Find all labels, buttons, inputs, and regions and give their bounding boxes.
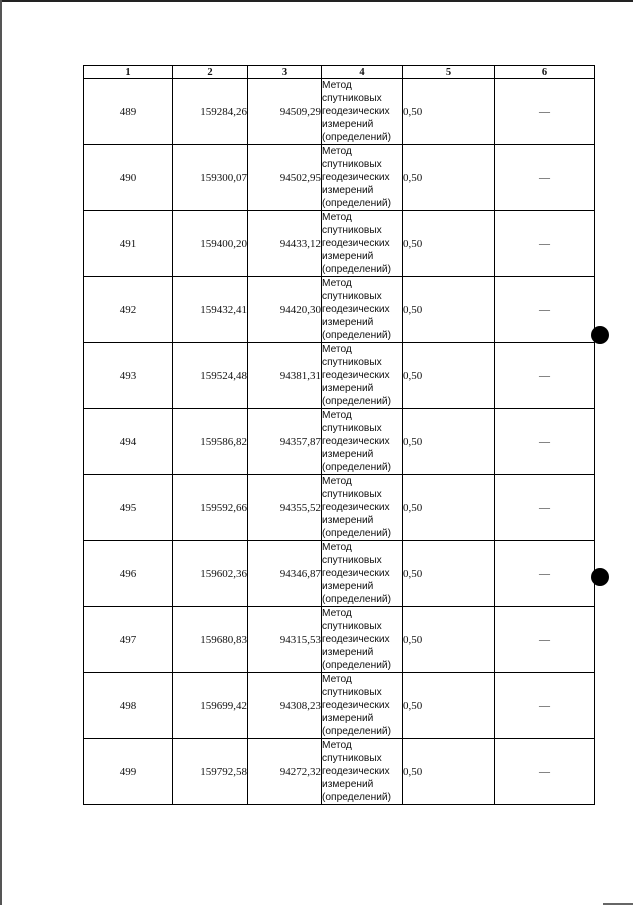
- method-line: Метод: [322, 608, 352, 619]
- accuracy-cell: 0,50: [403, 739, 495, 805]
- scan-edge-top: [0, 0, 633, 2]
- method-line: Метод: [322, 80, 352, 91]
- y-coordinate-cell: 94433,12: [248, 211, 322, 277]
- method-line: спутниковых: [322, 357, 382, 368]
- table-row: [84, 145, 595, 211]
- x-coordinate-cell: 159400,20: [173, 211, 248, 277]
- note-cell: —: [495, 607, 595, 673]
- method-line: измерений: [322, 449, 374, 460]
- accuracy-cell: 0,50: [403, 475, 495, 541]
- note-cell: —: [495, 277, 595, 343]
- method-line: спутниковых: [322, 489, 382, 500]
- point-number-cell: 493: [84, 343, 173, 409]
- y-coordinate-cell: 94420,30: [248, 277, 322, 343]
- x-coordinate-cell: 159524,48: [173, 343, 248, 409]
- method-cell: [322, 673, 403, 739]
- note-cell: —: [495, 739, 595, 805]
- accuracy-cell: 0,50: [403, 343, 495, 409]
- method-line: спутниковых: [322, 225, 382, 236]
- method-line: Метод: [322, 146, 352, 157]
- table-row: [84, 211, 595, 277]
- note-cell: —: [495, 475, 595, 541]
- method-line: геодезических: [322, 238, 390, 249]
- method-line: (определений): [322, 396, 391, 407]
- accuracy-cell: 0,50: [403, 145, 495, 211]
- method-line: Метод: [322, 476, 352, 487]
- table-row: [84, 739, 595, 805]
- method-line: геодезических: [322, 436, 390, 447]
- x-coordinate-cell: 159699,42: [173, 673, 248, 739]
- method-line: спутниковых: [322, 555, 382, 566]
- x-coordinate-cell: 159680,83: [173, 607, 248, 673]
- x-coordinate-cell: 159586,82: [173, 409, 248, 475]
- y-coordinate-cell: 94315,53: [248, 607, 322, 673]
- note-cell: —: [495, 211, 595, 277]
- method-line: (определений): [322, 198, 391, 209]
- column-header: 4: [322, 66, 403, 79]
- y-coordinate-cell: 94502,95: [248, 145, 322, 211]
- y-coordinate-cell: 94357,87: [248, 409, 322, 475]
- accuracy-cell: 0,50: [403, 409, 495, 475]
- method-line: измерений: [322, 251, 374, 262]
- accuracy-cell: 0,50: [403, 211, 495, 277]
- table-row: [84, 79, 595, 145]
- method-line: измерений: [322, 581, 374, 592]
- point-number-cell: 489: [84, 79, 173, 145]
- table-body: [84, 79, 595, 805]
- method-line: (определений): [322, 792, 391, 803]
- y-coordinate-cell: 94381,31: [248, 343, 322, 409]
- method-line: спутниковых: [322, 159, 382, 170]
- method-line: геодезических: [322, 568, 390, 579]
- column-header: 1: [84, 66, 173, 79]
- method-line: спутниковых: [322, 621, 382, 632]
- table-row: [84, 475, 595, 541]
- method-line: (определений): [322, 132, 391, 143]
- table-row: [84, 343, 595, 409]
- method-line: геодезических: [322, 304, 390, 315]
- coordinates-table: [83, 65, 595, 805]
- method-line: Метод: [322, 674, 352, 685]
- method-cell: [322, 739, 403, 805]
- method-line: (определений): [322, 462, 391, 473]
- x-coordinate-cell: 159300,07: [173, 145, 248, 211]
- method-cell: [322, 211, 403, 277]
- method-line: Метод: [322, 212, 352, 223]
- note-cell: —: [495, 541, 595, 607]
- point-number-cell: 497: [84, 607, 173, 673]
- accuracy-cell: 0,50: [403, 541, 495, 607]
- method-line: Метод: [322, 740, 352, 751]
- method-cell: [322, 541, 403, 607]
- method-line: Метод: [322, 278, 352, 289]
- column-header: 5: [403, 66, 495, 79]
- accuracy-cell: 0,50: [403, 673, 495, 739]
- note-cell: —: [495, 343, 595, 409]
- header-row: [84, 66, 595, 79]
- point-number-cell: 498: [84, 673, 173, 739]
- table-row: [84, 277, 595, 343]
- method-line: спутниковых: [322, 291, 382, 302]
- method-line: геодезических: [322, 106, 390, 117]
- method-line: измерений: [322, 713, 374, 724]
- accuracy-cell: 0,50: [403, 607, 495, 673]
- point-number-cell: 495: [84, 475, 173, 541]
- method-cell: [322, 409, 403, 475]
- method-cell: [322, 343, 403, 409]
- y-coordinate-cell: 94272,32: [248, 739, 322, 805]
- method-line: измерений: [322, 317, 374, 328]
- note-cell: —: [495, 409, 595, 475]
- method-line: спутниковых: [322, 753, 382, 764]
- x-coordinate-cell: 159592,66: [173, 475, 248, 541]
- method-line: измерений: [322, 779, 374, 790]
- scan-edge-left: [0, 0, 2, 905]
- method-cell: [322, 607, 403, 673]
- table-row: [84, 409, 595, 475]
- method-line: (определений): [322, 528, 391, 539]
- method-line: геодезических: [322, 502, 390, 513]
- method-line: Метод: [322, 410, 352, 421]
- method-line: геодезических: [322, 700, 390, 711]
- table-row: [84, 541, 595, 607]
- method-line: (определений): [322, 264, 391, 275]
- column-header: 6: [495, 66, 595, 79]
- method-line: геодезических: [322, 172, 390, 183]
- accuracy-cell: 0,50: [403, 277, 495, 343]
- method-line: измерений: [322, 185, 374, 196]
- accuracy-cell: 0,50: [403, 79, 495, 145]
- method-line: (определений): [322, 660, 391, 671]
- method-line: геодезических: [322, 634, 390, 645]
- note-cell: —: [495, 673, 595, 739]
- method-line: измерений: [322, 515, 374, 526]
- method-line: измерений: [322, 119, 374, 130]
- y-coordinate-cell: 94308,23: [248, 673, 322, 739]
- x-coordinate-cell: 159432,41: [173, 277, 248, 343]
- point-number-cell: 499: [84, 739, 173, 805]
- method-line: Метод: [322, 542, 352, 553]
- table-row: [84, 607, 595, 673]
- x-coordinate-cell: 159602,36: [173, 541, 248, 607]
- point-number-cell: 494: [84, 409, 173, 475]
- note-cell: —: [495, 79, 595, 145]
- method-line: измерений: [322, 647, 374, 658]
- y-coordinate-cell: 94346,87: [248, 541, 322, 607]
- method-line: измерений: [322, 383, 374, 394]
- x-coordinate-cell: 159792,58: [173, 739, 248, 805]
- method-line: (определений): [322, 594, 391, 605]
- y-coordinate-cell: 94355,52: [248, 475, 322, 541]
- method-line: Метод: [322, 344, 352, 355]
- method-line: (определений): [322, 726, 391, 737]
- x-coordinate-cell: 159284,26: [173, 79, 248, 145]
- method-cell: [322, 145, 403, 211]
- method-line: спутниковых: [322, 93, 382, 104]
- note-cell: —: [495, 145, 595, 211]
- point-number-cell: 490: [84, 145, 173, 211]
- method-cell: [322, 277, 403, 343]
- method-line: (определений): [322, 330, 391, 341]
- method-line: геодезических: [322, 370, 390, 381]
- column-header: 2: [173, 66, 248, 79]
- point-number-cell: 496: [84, 541, 173, 607]
- method-cell: [322, 475, 403, 541]
- column-header: 3: [248, 66, 322, 79]
- point-number-cell: 491: [84, 211, 173, 277]
- method-cell: [322, 79, 403, 145]
- method-line: геодезических: [322, 766, 390, 777]
- method-line: спутниковых: [322, 423, 382, 434]
- method-line: спутниковых: [322, 687, 382, 698]
- point-number-cell: 492: [84, 277, 173, 343]
- table-row: [84, 673, 595, 739]
- y-coordinate-cell: 94509,29: [248, 79, 322, 145]
